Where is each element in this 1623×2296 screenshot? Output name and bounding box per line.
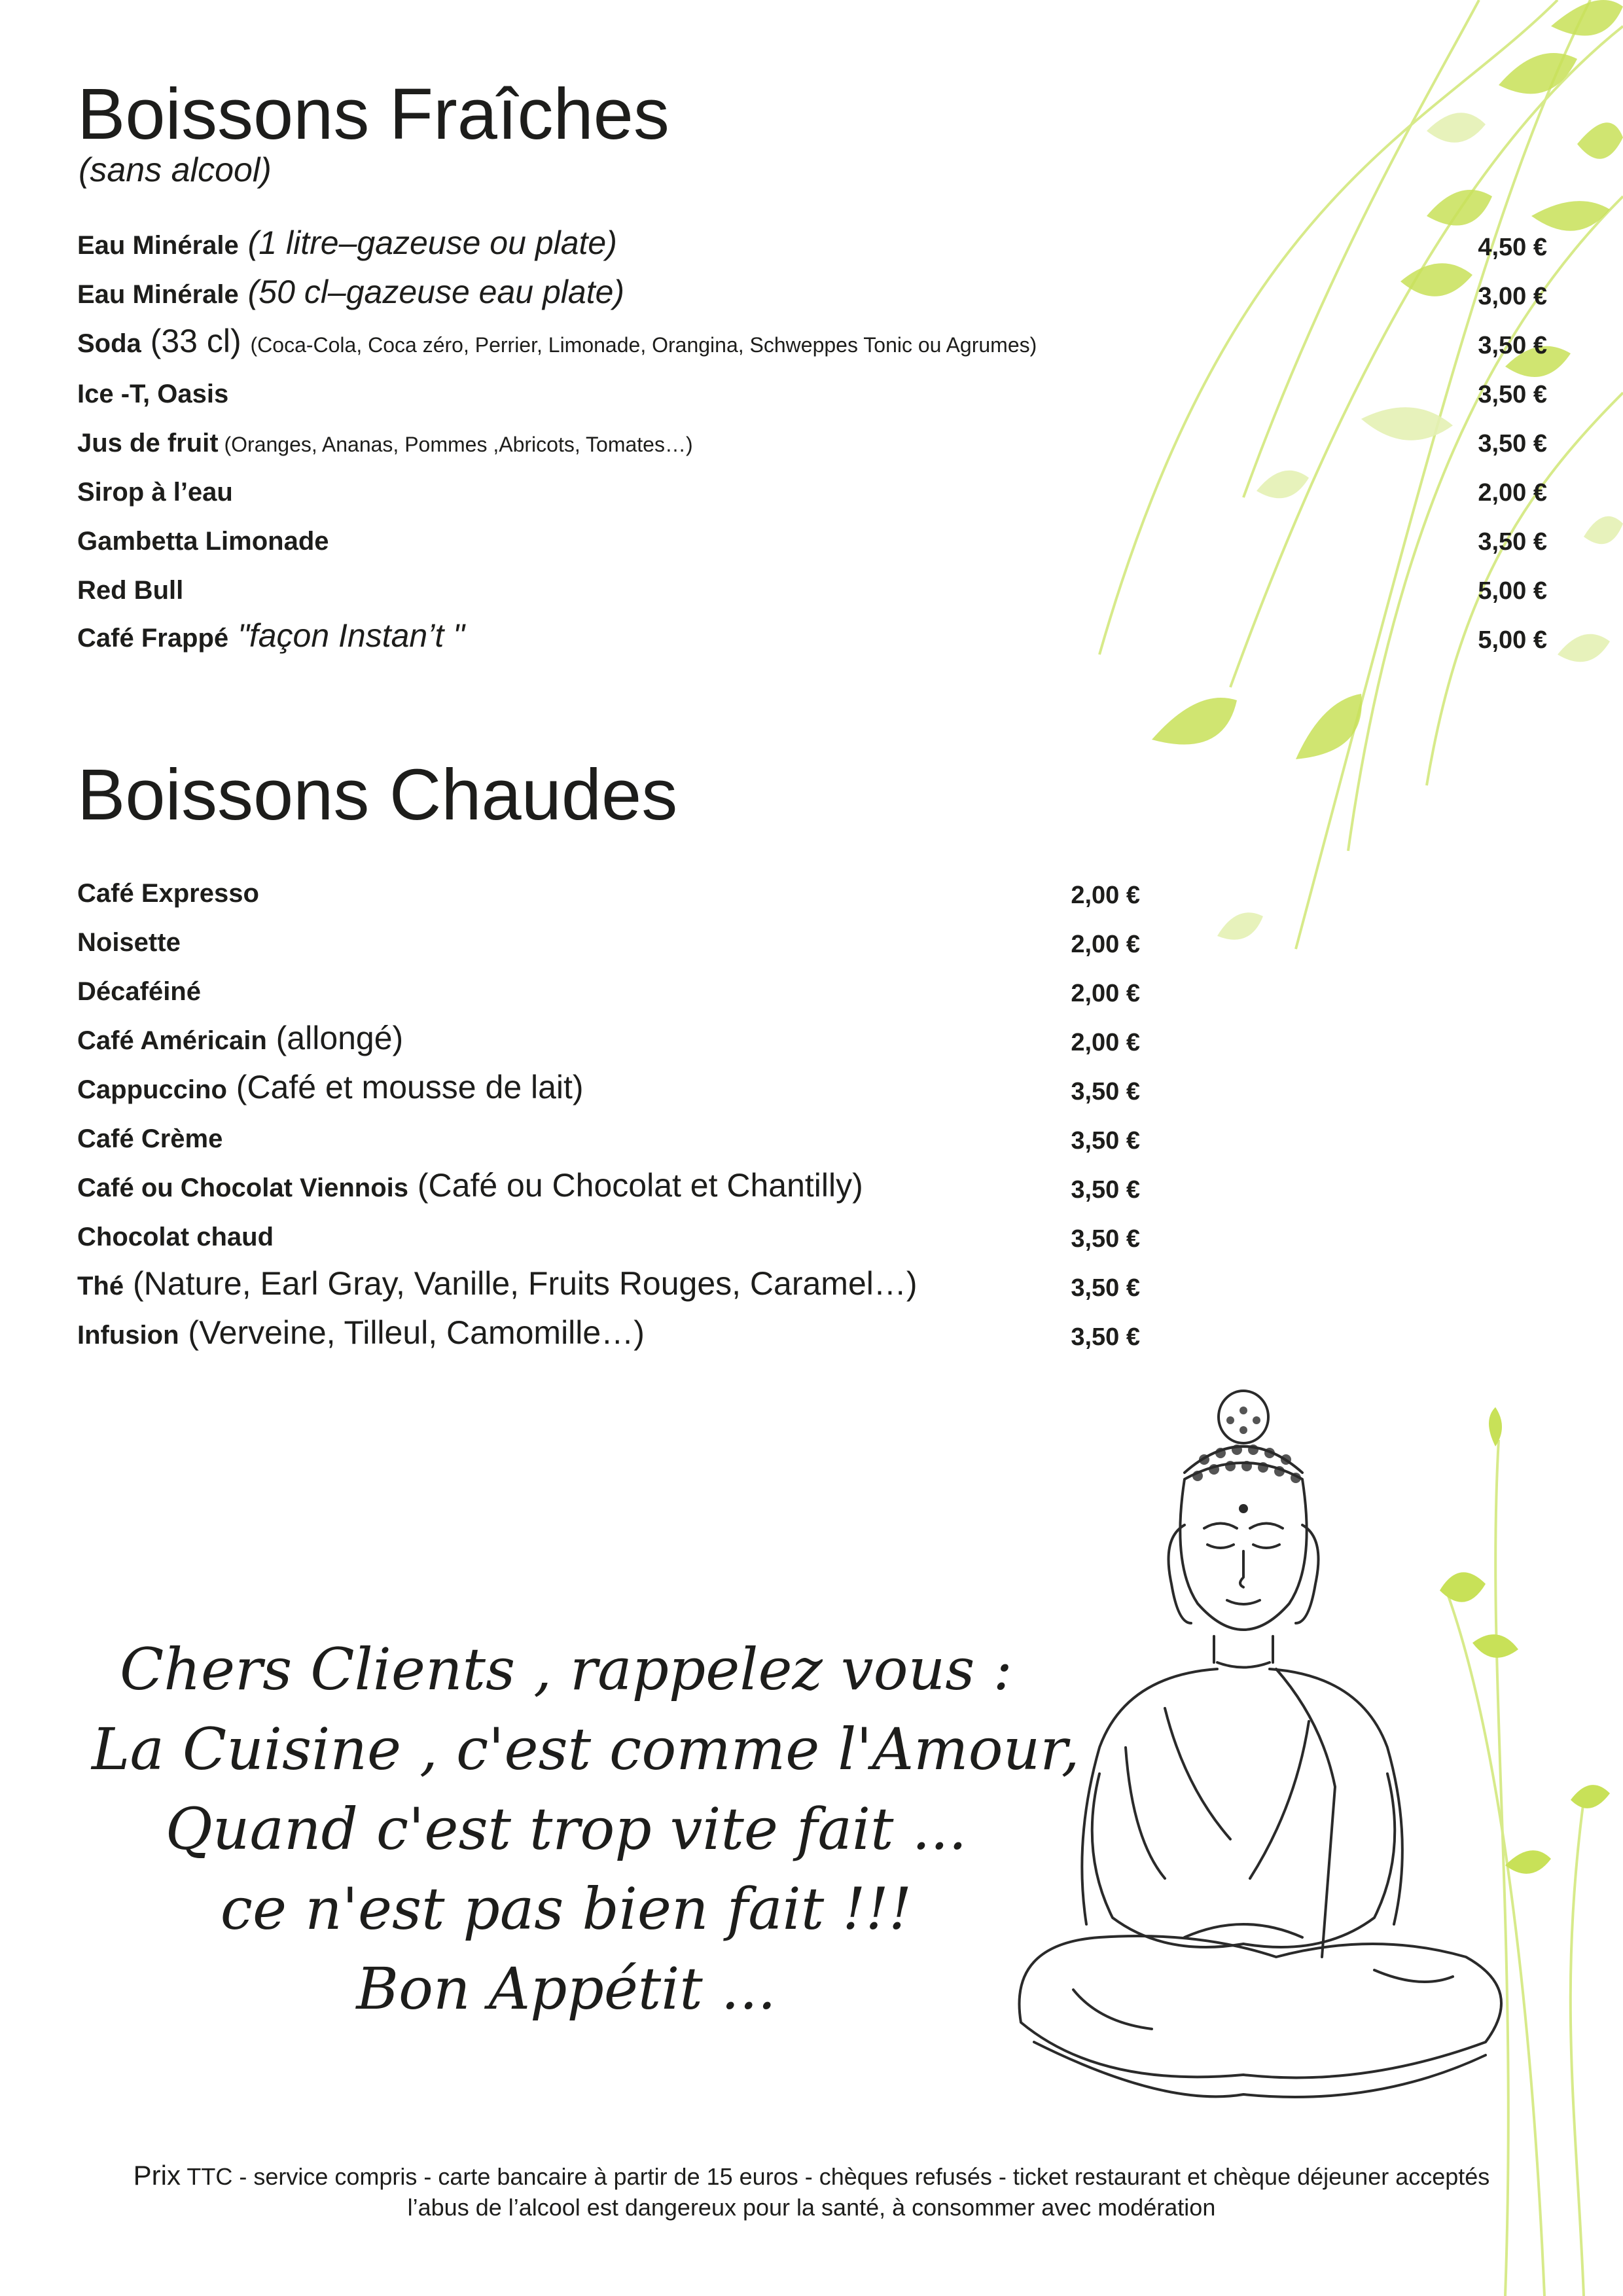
item-name	[77, 478, 233, 507]
item-name	[77, 970, 201, 1008]
menu-row	[77, 872, 1140, 922]
footer-line-2: l’abus de l’alcool est dangereux pour la santé, à consommer avec modération	[407, 2194, 1216, 2221]
item-price: 3,50 €	[1478, 381, 1547, 408]
section-title-cold: Boissons Fraîches	[77, 74, 669, 154]
menu-row	[77, 971, 1140, 1020]
menu-row	[77, 323, 1547, 372]
item-detail-extra: (Coca-Cola, Coca zéro, Perrier, Limonade, Orangina, Schweppes Tonic ou Agrumes)	[250, 333, 1037, 357]
menu-row	[77, 1020, 1140, 1069]
section-title-hot: Boissons Chaudes	[77, 755, 678, 835]
quote-line: Quand c'est trop vite fait ...	[165, 1795, 967, 1863]
footer-prefix: Prix	[133, 2160, 181, 2191]
item-name-text: Café Crème	[77, 1124, 223, 1153]
item-price: 2,00 €	[1071, 882, 1140, 909]
item-name	[77, 1314, 645, 1352]
menu-row	[77, 1167, 1140, 1216]
item-name-text: Infusion	[77, 1321, 179, 1350]
item-name	[77, 527, 329, 556]
menu-row	[77, 1118, 1140, 1167]
item-detail: (Verveine, Tilleul, Camomille…)	[179, 1314, 645, 1351]
quote-line: Bon Appétit ...	[356, 1955, 776, 2022]
item-name	[77, 380, 228, 409]
menu-row	[77, 470, 1547, 519]
item-price: 3,00 €	[1478, 283, 1547, 310]
item-name-text: Café Frappé	[77, 624, 229, 653]
item-name	[77, 1265, 918, 1302]
item-detail: (Café et mousse de lait)	[226, 1069, 584, 1105]
item-name-text: Café Américain	[77, 1026, 267, 1055]
item-name	[77, 1166, 863, 1204]
menu-row	[77, 568, 1547, 617]
item-price: 2,00 €	[1071, 931, 1140, 958]
section-subtitle-cold: (sans alcool)	[79, 151, 272, 189]
item-price: 2,00 €	[1071, 1029, 1140, 1056]
footer-text-1: TTC - service compris - carte bancaire à partir de 15 euros - chèques refusés - ticket restaurant et chèque déjeuner acceptés	[181, 2163, 1490, 2190]
item-name	[77, 322, 1037, 360]
item-name	[77, 921, 181, 959]
item-price: 3,50 €	[1071, 1127, 1140, 1155]
item-price: 3,50 €	[1478, 528, 1547, 556]
item-detail: "façon Instan’t "	[228, 617, 465, 654]
quote-line: Chers Clients , rappelez vous :	[119, 1636, 1013, 1703]
menu-row	[77, 274, 1547, 323]
menu-row	[77, 1216, 1140, 1265]
item-name	[77, 1019, 403, 1057]
item-name-text: Chocolat chaud	[77, 1223, 274, 1251]
item-name	[77, 1215, 274, 1253]
item-name	[77, 576, 183, 605]
item-name-text: Décaféiné	[77, 977, 201, 1006]
item-price: 3,50 €	[1478, 430, 1547, 457]
item-name	[77, 1117, 223, 1155]
item-price: 3,50 €	[1071, 1274, 1140, 1302]
menu-row	[77, 617, 1547, 666]
item-detail: (33 cl)	[141, 323, 251, 359]
item-price: 3,50 €	[1071, 1323, 1140, 1351]
item-detail: (Nature, Earl Gray, Vanille, Fruits Rouges, Caramel…)	[124, 1265, 918, 1302]
cold-drinks-list	[77, 224, 1547, 666]
item-name-text: Red Bull	[77, 576, 184, 605]
item-price: 2,00 €	[1478, 479, 1547, 507]
item-name-text: Jus de fruit	[77, 429, 219, 457]
footer-line-1	[0, 2160, 1623, 2191]
item-name-text: Sirop à l’eau	[77, 478, 233, 507]
item-name	[77, 224, 617, 262]
item-name	[77, 1068, 584, 1106]
menu-row	[77, 1314, 1140, 1363]
item-name-text: Eau Minérale	[77, 280, 239, 309]
item-name	[77, 273, 624, 311]
item-name	[77, 872, 259, 910]
item-price: 4,50 €	[1478, 234, 1547, 261]
item-name-text: Ice -T, Oasis	[77, 380, 229, 408]
menu-row	[77, 1069, 1140, 1118]
item-detail: (allongé)	[266, 1020, 404, 1056]
item-name	[77, 617, 465, 655]
item-price: 3,50 €	[1071, 1176, 1140, 1204]
quote-line: La Cuisine , c'est comme l'Amour,	[92, 1715, 1080, 1783]
quote-line: ce n'est pas bien fait !!!	[220, 1875, 912, 1943]
item-price: 3,50 €	[1071, 1225, 1140, 1253]
item-name	[77, 429, 693, 458]
item-name-text: Soda	[77, 329, 141, 358]
item-name-text: Cappuccino	[77, 1075, 227, 1104]
item-price: 5,00 €	[1478, 626, 1547, 654]
item-detail: (Oranges, Ananas, Pommes ,Abricots, Tomates…)	[218, 433, 693, 456]
item-name-text: Café ou Chocolat Viennois	[77, 1174, 408, 1202]
item-detail: (50 cl–gazeuse eau plate)	[238, 274, 625, 310]
item-name-text: Café Expresso	[77, 879, 259, 908]
item-price: 5,00 €	[1478, 577, 1547, 605]
item-price: 2,00 €	[1071, 980, 1140, 1007]
quote-block	[92, 1630, 1080, 2029]
item-price: 3,50 €	[1478, 332, 1547, 359]
menu-row	[77, 519, 1547, 568]
menu-row	[77, 1265, 1140, 1314]
menu-row	[77, 421, 1547, 470]
menu-row	[77, 372, 1547, 421]
menu-row	[77, 224, 1547, 274]
item-detail: (Café ou Chocolat et Chantilly)	[408, 1167, 863, 1204]
item-price: 3,50 €	[1071, 1078, 1140, 1105]
item-name-text: Noisette	[77, 928, 181, 957]
item-name-text: Eau Minérale	[77, 231, 239, 260]
hot-drinks-list	[77, 872, 1140, 1363]
item-name-text: Thé	[77, 1272, 124, 1300]
menu-row	[77, 922, 1140, 971]
item-name-text: Gambetta Limonade	[77, 527, 329, 556]
item-detail: (1 litre–gazeuse ou plate)	[238, 224, 617, 261]
